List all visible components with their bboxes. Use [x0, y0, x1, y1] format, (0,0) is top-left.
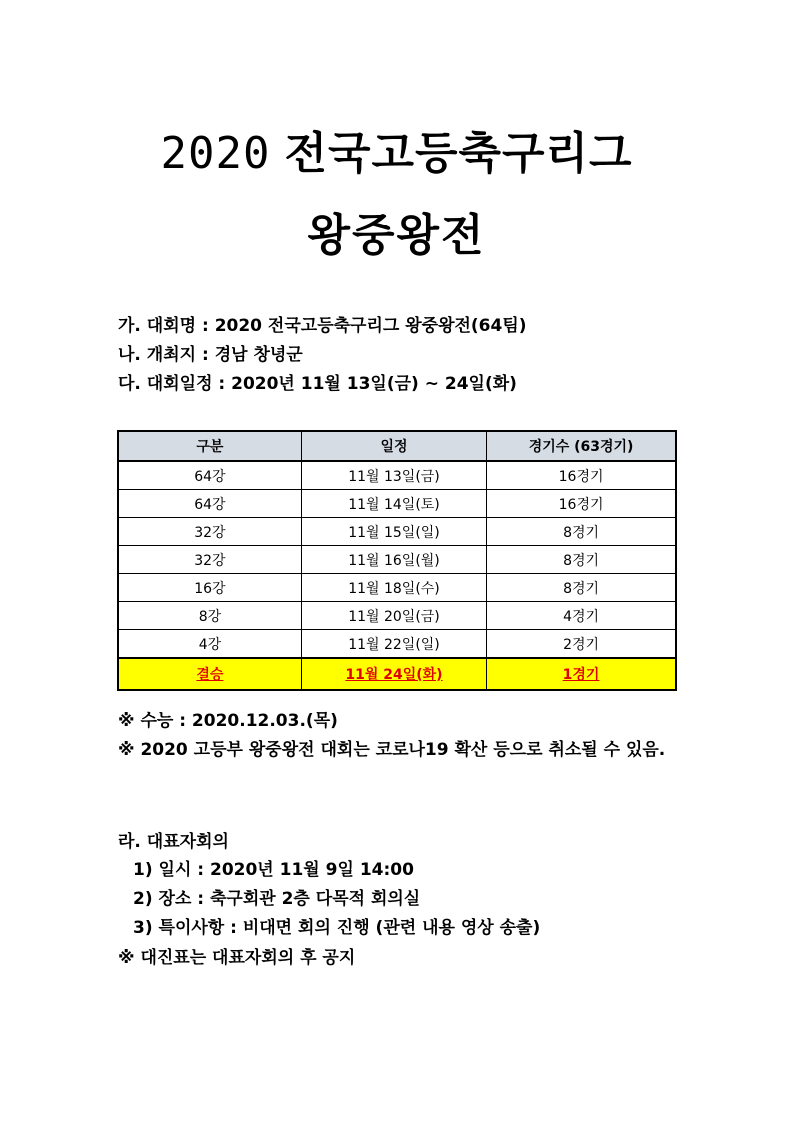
final-date: 11월 24일(화) [301, 658, 486, 690]
cell-date: 11월 20일(금) [301, 602, 486, 630]
cell-round: 64강 [118, 490, 301, 518]
cell-date: 11월 13일(금) [301, 461, 486, 490]
document-title [0, 118, 793, 190]
table-row [118, 461, 676, 490]
cell-games: 16경기 [487, 490, 676, 518]
table-row [118, 546, 676, 574]
cell-round: 32강 [118, 518, 301, 546]
header-games: 경기수 (63경기) [487, 431, 676, 461]
cell-games: 4경기 [487, 602, 676, 630]
table-row-final [118, 658, 676, 690]
table-header-row [118, 431, 676, 461]
cell-games: 8경기 [487, 518, 676, 546]
final-games: 1경기 [487, 658, 676, 690]
cell-games: 16경기 [487, 461, 676, 490]
table-row [118, 630, 676, 659]
cell-games: 2경기 [487, 630, 676, 659]
meeting-title: 라. 대표자회의 [118, 832, 229, 852]
header-round: 구분 [118, 431, 301, 461]
info-schedule: 다. 대회일정 : 2020년 11월 13일(금) ~ 24일(화) [118, 374, 517, 394]
table-row [118, 574, 676, 602]
final-round: 결승 [118, 658, 301, 690]
title-year: 2020 [160, 128, 271, 179]
cell-games: 8경기 [487, 574, 676, 602]
cell-round: 16강 [118, 574, 301, 602]
note-cancellation: ※ 2020 고등부 왕중왕전 대회는 코로나19 확산 등으로 취소될 수 있음. [118, 740, 666, 760]
info-venue: 나. 개최지 : 경남 창녕군 [118, 345, 303, 365]
cell-date: 11월 15일(일) [301, 518, 486, 546]
cell-date: 11월 22일(일) [301, 630, 486, 659]
meeting-remarks: 3) 특이사항 : 비대면 회의 진행 (관련 내용 영상 송출) [133, 918, 541, 938]
cell-round: 4강 [118, 630, 301, 659]
header-date: 일정 [301, 431, 486, 461]
cell-round: 64강 [118, 461, 301, 490]
info-event-name: 가. 대회명 : 2020 전국고등축구리그 왕중왕전(64팀) [118, 316, 527, 336]
cell-games: 8경기 [487, 546, 676, 574]
table-row [118, 490, 676, 518]
cell-date: 11월 18일(수) [301, 574, 486, 602]
note-exam: ※ 수능 : 2020.12.03.(목) [118, 711, 338, 731]
table-row [118, 518, 676, 546]
document-subtitle: 왕중왕전 [307, 210, 486, 261]
cell-round: 8강 [118, 602, 301, 630]
schedule-table [117, 430, 677, 691]
cell-date: 11월 14일(토) [301, 490, 486, 518]
meeting-time: 1) 일시 : 2020년 11월 9일 14:00 [133, 860, 414, 880]
title-name: 전국고등축구리그 [284, 128, 633, 179]
meeting-note: ※ 대진표는 대표자회의 후 공지 [118, 948, 356, 968]
cell-date: 11월 16일(월) [301, 546, 486, 574]
meeting-place: 2) 장소 : 축구회관 2층 다목적 회의실 [133, 889, 421, 909]
table-row [118, 602, 676, 630]
cell-round: 32강 [118, 546, 301, 574]
